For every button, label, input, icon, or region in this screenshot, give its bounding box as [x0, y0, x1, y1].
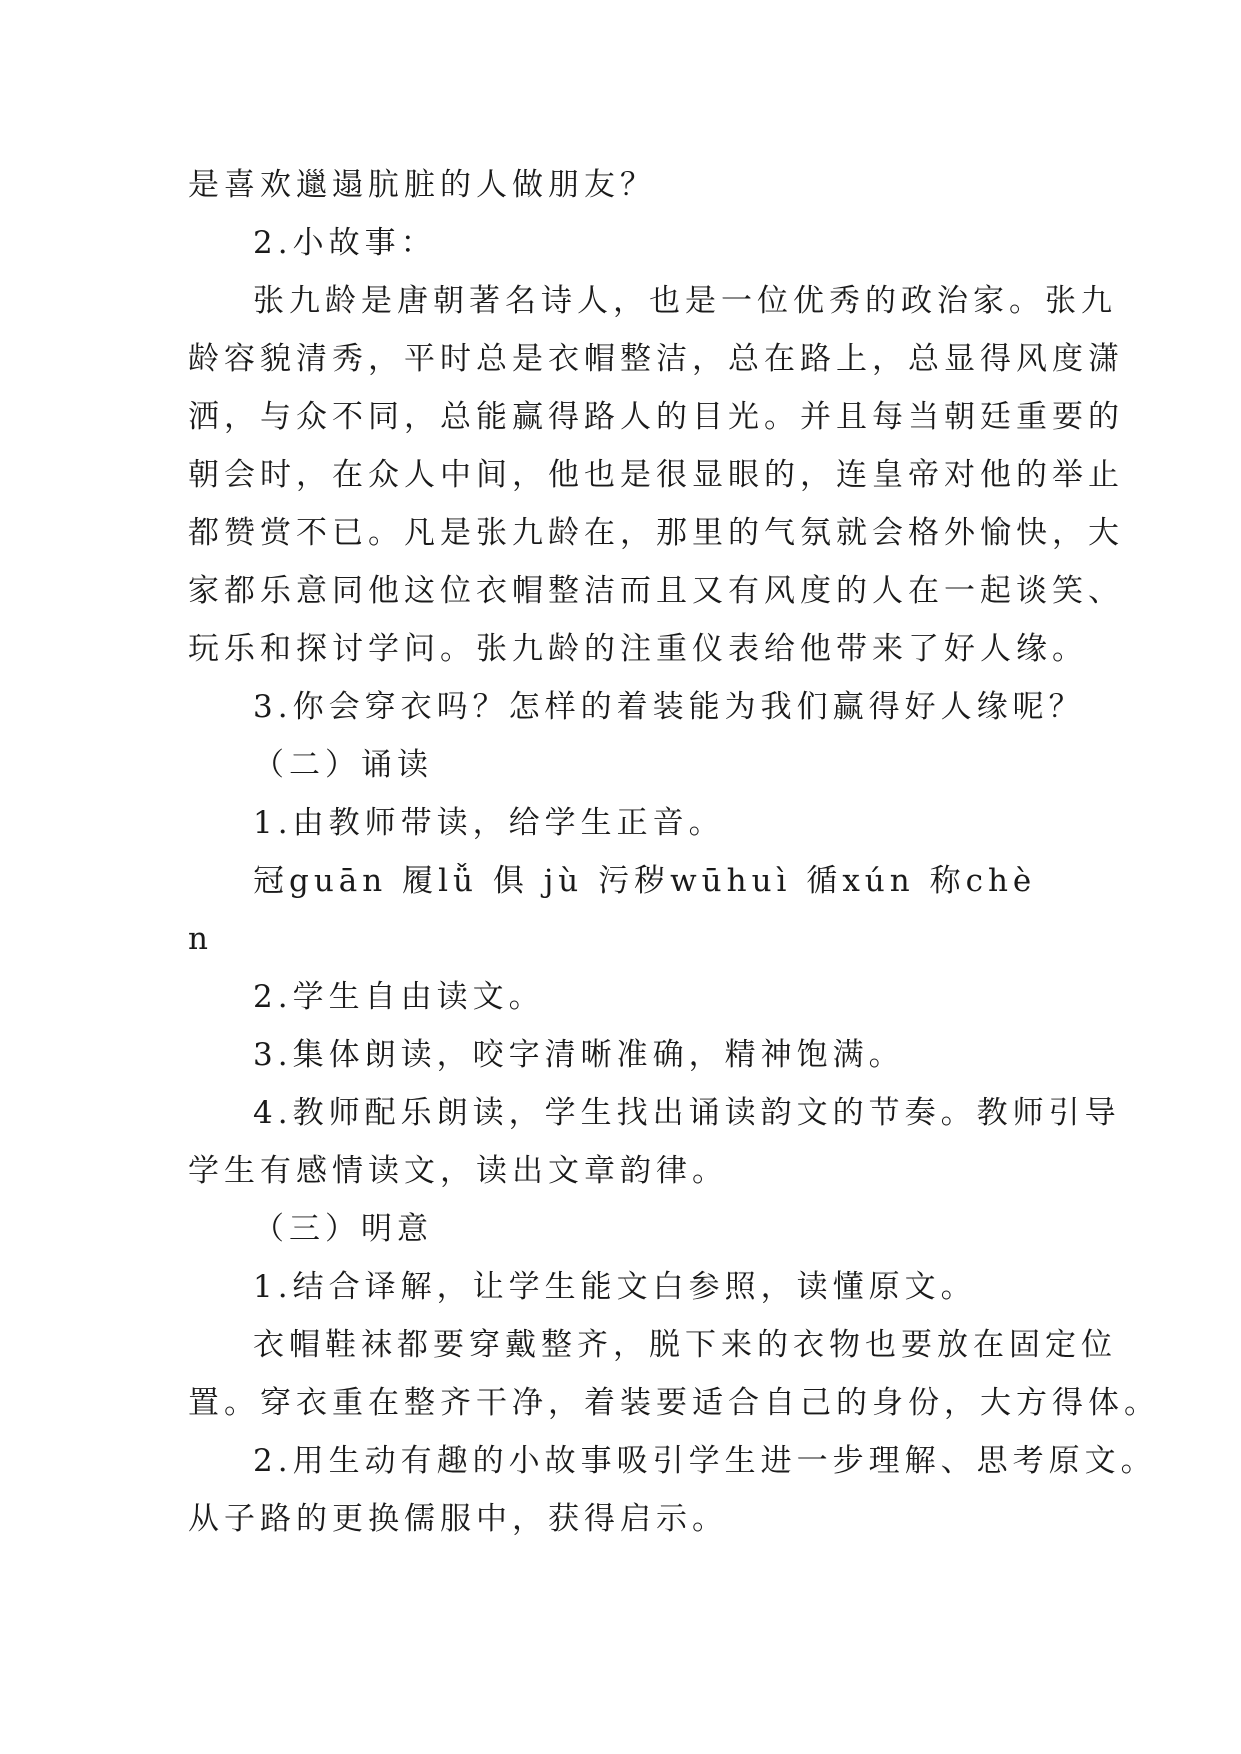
text-line: 4.教师配乐朗读，学生找出诵读韵文的节奏。教师引导 [253, 1095, 1121, 1131]
text-line: 衣帽鞋袜都要穿戴整齐，脱下来的衣物也要放在固定位 [253, 1327, 1117, 1363]
text-line: 1.结合译解，让学生能文白参照，读懂原文。 [253, 1269, 977, 1305]
text-line: 3.集体朗读，咬字清晰准确，精神饱满。 [253, 1037, 905, 1073]
section-heading: （三）明意 [253, 1211, 433, 1247]
section-heading: （二）诵读 [253, 747, 433, 783]
text-line: 龄容貌清秀，平时总是衣帽整洁，总在路上，总显得风度潇 [188, 341, 1124, 377]
text-line: 2.小故事： [253, 225, 437, 261]
text-line: 朝会时，在众人中间，他也是很显眼的，连皇帝对他的举止 [188, 457, 1124, 493]
text-line: 是喜欢邋遢肮脏的人做朋友？ [188, 167, 656, 203]
text-line: 2.用生动有趣的小故事吸引学生进一步理解、思考原文。 [253, 1443, 1157, 1479]
text-line: 家都乐意同他这位衣帽整洁而且又有风度的人在一起谈笑、 [188, 573, 1124, 609]
text-line: 1.由教师带读，给学生正音。 [253, 805, 725, 841]
text-line: 张九龄是唐朝著名诗人，也是一位优秀的政治家。张九 [253, 283, 1117, 319]
text-line: 从子路的更换儒服中，获得启示。 [188, 1501, 728, 1537]
text-line: 3.你会穿衣吗？怎样的着装能为我们赢得好人缘呢？ [253, 689, 1085, 725]
text-line: 都赞赏不已。凡是张九龄在，那里的气氛就会格外愉快，大 [188, 515, 1124, 551]
pinyin-line: 冠guān 履lǚ 俱 jù 污秽wūhuì 循xún 称chè [253, 863, 1037, 899]
text-line: 置。穿衣重在整齐干净，着装要适合自己的身份，大方得体。 [188, 1385, 1160, 1421]
text-line: 2.学生自由读文。 [253, 979, 545, 1015]
text-line: 洒，与众不同，总能赢得路人的目光。并且每当朝廷重要的 [188, 399, 1124, 435]
text-line: 玩乐和探讨学问。张九龄的注重仪表给他带来了好人缘。 [188, 631, 1088, 667]
text-line: 学生有感情读文，读出文章韵律。 [188, 1153, 728, 1189]
pinyin-line: n [188, 921, 213, 957]
